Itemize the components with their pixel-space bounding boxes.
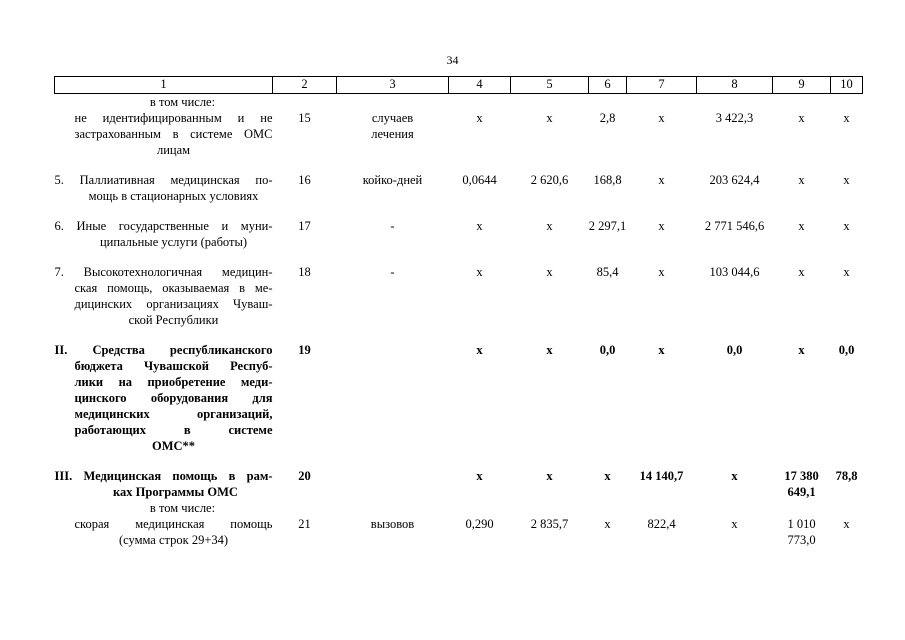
header-cell: 2 — [273, 77, 337, 94]
value-cell: 2 835,7 — [530, 517, 569, 531]
value-cell: 0,0 — [599, 343, 616, 357]
value-cell: x — [604, 517, 611, 531]
header-cell: 1 — [55, 77, 273, 94]
header-cell: 4 — [449, 77, 511, 94]
value-cell: x — [476, 343, 483, 357]
value-cell: x — [843, 219, 850, 233]
value-cell: x — [546, 219, 553, 233]
unit-cell: койко-дней — [362, 173, 423, 187]
value-cell: x — [546, 469, 553, 483]
row-description: 6. Иные государственные и муни- ципальные услуги (работы) — [54, 219, 273, 249]
value-cell: 3 422,3 — [715, 111, 754, 125]
page-number: 34 — [446, 53, 459, 67]
unit-cell — [337, 342, 449, 454]
value-cell: x — [546, 111, 553, 125]
value-cell: x — [658, 173, 665, 187]
value-cell: 14 140,7 — [639, 469, 684, 483]
value-cell: x — [798, 265, 805, 279]
row-description: 7. Высокотехнологичная медицин- ская помощь, оказываемая в ме- дицинских организациях Чуваш- ской Республики — [54, 265, 273, 327]
value-cell: x — [604, 469, 611, 483]
row-description: 5. Паллиативная медицинская по- мощь в стационарных условиях — [54, 173, 273, 203]
table-row — [55, 264, 863, 328]
header-cell: 3 — [337, 77, 449, 94]
value-cell: x — [658, 219, 665, 233]
value-cell: x — [658, 111, 665, 125]
row-number: 15 — [298, 111, 311, 125]
value-cell: 2 771 546,6 — [704, 219, 765, 233]
row-number: 16 — [298, 173, 311, 187]
row-description: III. Медицинская помощь в рам- ках Программы ОМС в том числе: — [54, 469, 273, 515]
value-cell: x — [843, 111, 850, 125]
row-number: 20 — [298, 469, 311, 483]
header-cell: 6 — [589, 77, 627, 94]
row-description: в том числе: не идентифицированным и не застрахованным в системе ОМС лицам — [55, 94, 273, 159]
value-cell: x — [798, 111, 805, 125]
value-cell: 103 044,6 — [709, 265, 760, 279]
value-cell: x — [546, 343, 553, 357]
header-cell: 9 — [773, 77, 831, 94]
header-cell: 7 — [627, 77, 697, 94]
table-row — [55, 516, 863, 548]
value-cell: 2 620,6 — [530, 173, 569, 187]
value-cell: 0,0 — [838, 343, 855, 357]
header-cell: 10 — [831, 77, 863, 94]
row-number: 21 — [298, 517, 311, 531]
value-cell: x — [476, 469, 483, 483]
value-cell: 78,8 — [835, 469, 858, 483]
value-cell: x — [658, 343, 665, 357]
value-cell: 0,0644 — [462, 173, 497, 187]
value-cell: x — [843, 265, 850, 279]
value-cell: 203 624,4 — [709, 173, 760, 187]
medical-care-table — [54, 76, 863, 548]
value-cell: 1 010 773,0 — [787, 517, 816, 547]
row-description: скорая медицинская помощь (сумма строк 29+34) — [74, 517, 273, 547]
value-cell: x — [798, 219, 805, 233]
row-number: 18 — [298, 265, 311, 279]
value-cell: 0,0 — [726, 343, 743, 357]
value-cell: x — [798, 173, 805, 187]
value-cell: 2 297,1 — [588, 219, 627, 233]
value-cell: x — [731, 517, 738, 531]
header-cell: 8 — [697, 77, 773, 94]
unit-cell — [337, 468, 449, 516]
value-cell: 0,290 — [465, 517, 494, 531]
row-number: 17 — [298, 219, 311, 233]
table-row — [55, 172, 863, 204]
unit-cell: - — [390, 265, 395, 279]
value-cell: 17 380 649,1 — [784, 469, 819, 499]
value-cell: x — [476, 265, 483, 279]
value-cell: 822,4 — [647, 517, 676, 531]
value-cell: x — [476, 111, 483, 125]
value-cell: x — [731, 469, 738, 483]
unit-cell: - — [390, 219, 395, 233]
value-cell: 2,8 — [599, 111, 616, 125]
value-cell: x — [843, 517, 850, 531]
table-header-row — [55, 77, 863, 94]
sub-heading: в том числе: — [149, 501, 216, 515]
unit-cell: случаев лечения — [371, 111, 414, 141]
row-description: II. Средства республиканского бюджета Чувашской Респуб- лики на приобретение меди- цинского оборудования для медицинских организаций, работающих в системе ОМС** — [54, 343, 273, 453]
table-row — [55, 342, 863, 454]
value-cell: x — [658, 265, 665, 279]
value-cell: x — [476, 219, 483, 233]
value-cell: 85,4 — [596, 265, 619, 279]
value-cell: 168,8 — [593, 173, 622, 187]
table-row — [55, 94, 863, 159]
value-cell: x — [798, 343, 805, 357]
header-cell: 5 — [511, 77, 589, 94]
value-cell: x — [546, 265, 553, 279]
value-cell: x — [843, 173, 850, 187]
table-row — [55, 468, 863, 516]
sub-heading: в том числе: — [149, 95, 216, 109]
row-number: 19 — [298, 343, 311, 357]
unit-cell: вызовов — [370, 517, 415, 531]
table-row — [55, 218, 863, 250]
